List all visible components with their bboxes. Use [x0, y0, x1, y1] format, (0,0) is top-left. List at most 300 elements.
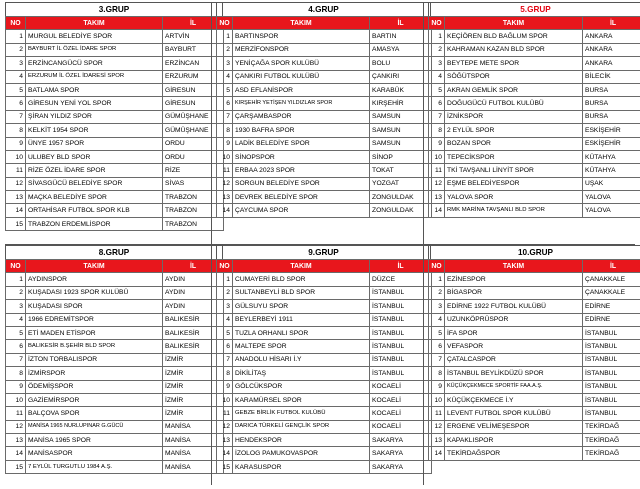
table-row [217, 326, 432, 339]
row-number: 1 [429, 273, 445, 286]
group-table [216, 16, 432, 218]
divider [211, 2, 212, 245]
table-row [217, 164, 432, 177]
city-name: İSTANBUL [583, 407, 640, 420]
table-row [6, 460, 224, 473]
row-number: 7 [6, 353, 26, 366]
row-number: 2 [429, 286, 445, 299]
group-table [428, 259, 640, 461]
row-number: 7 [217, 110, 233, 123]
team-name: İZMİRSPOR [26, 367, 163, 380]
table-row [6, 191, 224, 204]
header-row [6, 17, 224, 30]
row-number: 1 [6, 273, 26, 286]
team-name: ÜNYE 1957 SPOR [26, 137, 163, 150]
group-table [5, 16, 224, 231]
header-city: İL [583, 17, 640, 30]
city-name: AMASYA [370, 43, 432, 56]
header-no: NO [217, 17, 233, 30]
team-name: MANİSA 1965 SPOR [26, 434, 163, 447]
team-name: BEYTEPE METE SPOR [445, 57, 583, 70]
city-name: ZONGULDAK [370, 191, 432, 204]
team-name: TRABZON ERDEMLİSPOR [26, 217, 163, 230]
row-number: 5 [429, 326, 445, 339]
team-name: BOZAN SPOR [445, 137, 583, 150]
table-row [217, 420, 432, 433]
row-number: 6 [217, 97, 233, 110]
table-row [217, 204, 432, 217]
city-name: GİRESUN [163, 97, 224, 110]
team-name: BİGASPOR [445, 286, 583, 299]
city-name: İSTANBUL [370, 340, 432, 353]
city-name: SAKARYA [370, 460, 432, 473]
city-name: İSTANBUL [370, 286, 432, 299]
city-name: YALOVA [583, 191, 640, 204]
city-name: SİVAS [163, 177, 224, 190]
row-number: 9 [429, 380, 445, 393]
team-name: İZNİKSPOR [445, 110, 583, 123]
city-name: ESKİŞEHİR [583, 124, 640, 137]
table-row [6, 30, 224, 43]
team-name: ÇAYCUMA SPOR [233, 204, 370, 217]
table-row [217, 340, 432, 353]
table-row [217, 286, 432, 299]
table-row [217, 273, 432, 286]
city-name: KOCAELİ [370, 380, 432, 393]
row-number: 14 [429, 447, 445, 460]
city-name: KÜTAHYA [583, 150, 640, 163]
table-row [429, 191, 640, 204]
divider [211, 245, 212, 485]
row-number: 12 [429, 420, 445, 433]
city-name: SAMSUN [370, 137, 432, 150]
city-name: AYDIN [163, 286, 224, 299]
table-row [429, 380, 640, 393]
team-name: ANADOLU HİSARI İ.Y [233, 353, 370, 366]
team-name: KELKİT 1954 SPOR [26, 124, 163, 137]
team-name: KARAMÜRSEL SPOR [233, 393, 370, 406]
team-name: KARASUSPOR [233, 460, 370, 473]
team-name: ŞİRAN YILDIZ SPOR [26, 110, 163, 123]
table-row [217, 70, 432, 83]
table-row [6, 110, 224, 123]
city-name: BİLECİK [583, 70, 640, 83]
row-number: 14 [6, 447, 26, 460]
row-number: 2 [217, 43, 233, 56]
row-number: 4 [217, 70, 233, 83]
team-name: GAZİEMİRSPOR [26, 393, 163, 406]
row-number: 10 [6, 393, 26, 406]
team-name: BALIKESİR B.ŞEHİR BLD SPOR [26, 340, 163, 353]
city-name: EDİRNE [583, 300, 640, 313]
city-name: ÇANAKKALE [583, 286, 640, 299]
city-name: TRABZON [163, 204, 224, 217]
city-name: İSTANBUL [370, 300, 432, 313]
city-name: TOKAT [370, 164, 432, 177]
city-name: ORDU [163, 137, 224, 150]
row-number: 9 [217, 380, 233, 393]
table-row [6, 326, 224, 339]
row-number: 8 [429, 367, 445, 380]
header-no: NO [217, 260, 233, 273]
table-row [217, 313, 432, 326]
table-row [217, 300, 432, 313]
header-row [217, 17, 432, 30]
table-row [6, 300, 224, 313]
team-name: SİNOPSPOR [233, 150, 370, 163]
team-name: KIRŞEHİR YETİŞEN YILDIZLAR SPOR [233, 97, 370, 110]
table-row [6, 177, 224, 190]
group-table [5, 259, 224, 474]
city-name: SAMSUN [370, 124, 432, 137]
table-row [6, 393, 224, 406]
city-name: BURSA [583, 83, 640, 96]
table-row [217, 30, 432, 43]
row-number: 14 [217, 204, 233, 217]
row-number: 9 [6, 380, 26, 393]
row-number: 14 [6, 204, 26, 217]
team-name: BAYBURT İL ÖZEL İDARE SPOR [26, 43, 163, 56]
row-number: 6 [6, 340, 26, 353]
team-name: GÖLCÜKSPOR [233, 380, 370, 393]
city-name: KOCAELİ [370, 407, 432, 420]
row-number: 5 [6, 326, 26, 339]
city-name: SAKARYA [370, 447, 432, 460]
city-name: İSTANBUL [370, 367, 432, 380]
table-row [429, 97, 640, 110]
table-row [6, 97, 224, 110]
team-name: HENDEKSPOR [233, 434, 370, 447]
city-name: GÜMÜŞHANE [163, 110, 224, 123]
table-row [217, 191, 432, 204]
row-number: 2 [6, 43, 26, 56]
row-number: 1 [217, 30, 233, 43]
city-name: AYDIN [163, 300, 224, 313]
row-number: 12 [217, 420, 233, 433]
group-title: 4.GRUP [216, 2, 431, 16]
table-row [429, 150, 640, 163]
table-row [217, 43, 432, 56]
table-row [429, 43, 640, 56]
city-name: İZMİR [163, 380, 224, 393]
city-name: ORDU [163, 150, 224, 163]
row-number: 11 [217, 407, 233, 420]
team-name: AYDINSPOR [26, 273, 163, 286]
team-name: GİRESUN YENİ YOL SPOR [26, 97, 163, 110]
team-name: SORGUN BELEDİYE SPOR [233, 177, 370, 190]
city-name: ESKİŞEHİR [583, 137, 640, 150]
city-name: SİNOP [370, 150, 432, 163]
header-row [217, 260, 432, 273]
group-title: 10.GRUP [428, 245, 640, 259]
city-name: KARABÜK [370, 83, 432, 96]
team-name: GEBZE BİRLİK FUTBOL KULÜBÜ [233, 407, 370, 420]
table-row [217, 353, 432, 366]
row-number: 11 [6, 164, 26, 177]
row-number: 1 [429, 30, 445, 43]
city-name: İZMİR [163, 407, 224, 420]
team-name: KUŞADASI SPOR [26, 300, 163, 313]
group-title: 9.GRUP [216, 245, 431, 259]
team-name: KAHRAMAN KAZAN BLD SPOR [445, 43, 583, 56]
table-row [429, 434, 640, 447]
header-no: NO [429, 17, 445, 30]
team-name: KAPAKLISPOR [445, 434, 583, 447]
team-name: LADİK BELEDİYE SPOR [233, 137, 370, 150]
header-team: TAKIM [26, 17, 163, 30]
city-name: ÇANKIRI [370, 70, 432, 83]
row-number: 8 [6, 367, 26, 380]
table-row [6, 83, 224, 96]
divider [5, 244, 635, 245]
divider [423, 2, 424, 245]
row-number: 3 [429, 300, 445, 313]
team-name: İZTON TORBALISPOR [26, 353, 163, 366]
table-row [217, 150, 432, 163]
city-name: İZMİR [163, 393, 224, 406]
row-number: 7 [429, 110, 445, 123]
team-name: VEFASPOR [445, 340, 583, 353]
team-name: ETİ MADEN ETİSPOR [26, 326, 163, 339]
city-name: MANİSA [163, 460, 224, 473]
team-name: MANİSASPOR [26, 447, 163, 460]
city-name: İSTANBUL [583, 340, 640, 353]
table-row [217, 124, 432, 137]
row-number: 7 [217, 353, 233, 366]
city-name: UŞAK [583, 177, 640, 190]
row-number: 2 [429, 43, 445, 56]
table-row [6, 434, 224, 447]
row-number: 15 [6, 460, 26, 473]
table-row [6, 57, 224, 70]
table-row [429, 326, 640, 339]
city-name: KIRŞEHİR [370, 97, 432, 110]
team-name: GÜLSUYU SPOR [233, 300, 370, 313]
team-name: MURGUL BELEDİYE SPOR [26, 30, 163, 43]
row-number: 13 [6, 434, 26, 447]
city-name: SAMSUN [370, 110, 432, 123]
table-row [429, 70, 640, 83]
row-number: 5 [217, 326, 233, 339]
group-title: 3.GRUP [5, 2, 223, 16]
row-number: 4 [6, 70, 26, 83]
city-name: ÇANAKKALE [583, 273, 640, 286]
row-number: 15 [217, 460, 233, 473]
city-name: TEKİRDAĞ [583, 447, 640, 460]
group-table [216, 259, 432, 474]
city-name: BURSA [583, 110, 640, 123]
header-city: İL [583, 260, 640, 273]
city-name: BALIKESİR [163, 313, 224, 326]
city-name: TEKİRDAĞ [583, 420, 640, 433]
row-number: 12 [6, 420, 26, 433]
header-team: TAKIM [26, 260, 163, 273]
row-number: 5 [217, 83, 233, 96]
table-row [6, 340, 224, 353]
table-row [217, 97, 432, 110]
team-name: İFA SPOR [445, 326, 583, 339]
table-row [429, 407, 640, 420]
row-number: 7 [6, 110, 26, 123]
table-row [429, 110, 640, 123]
team-name: ÇANKIRI FUTBOL KULÜBÜ [233, 70, 370, 83]
city-name: KOCAELİ [370, 393, 432, 406]
row-number: 6 [6, 97, 26, 110]
city-name: İSTANBUL [583, 353, 640, 366]
table-row [6, 407, 224, 420]
city-name: TRABZON [163, 191, 224, 204]
team-name: YALOVA SPOR [445, 191, 583, 204]
city-name: İSTANBUL [370, 353, 432, 366]
row-number: 4 [6, 313, 26, 326]
team-name: ERZİNCANGÜCÜ SPOR [26, 57, 163, 70]
team-name: İZOLOG PAMUKOVASPOR [233, 447, 370, 460]
city-name: MANİSA [163, 447, 224, 460]
team-name: SÖĞÜTSPOR [445, 70, 583, 83]
city-name: TEKİRDAĞ [583, 434, 640, 447]
team-name: EZİNESPOR [445, 273, 583, 286]
city-name: BALIKESİR [163, 340, 224, 353]
table-row [429, 300, 640, 313]
team-name: AKRAN GEMLİK SPOR [445, 83, 583, 96]
row-number: 10 [429, 393, 445, 406]
team-name: ÇATALCASPOR [445, 353, 583, 366]
table-row [429, 420, 640, 433]
table-row [429, 204, 640, 217]
team-name: MAÇKA BELEDİYE SPOR [26, 191, 163, 204]
table-row [429, 57, 640, 70]
team-name: TUZLA ORHANLI SPOR [233, 326, 370, 339]
team-name: ERBAA 2023 SPOR [233, 164, 370, 177]
team-name: RMK MARİNA TAVŞANLI BLD SPOR [445, 204, 583, 217]
team-name: SİVASGÜCÜ BELEDİYE SPOR [26, 177, 163, 190]
table-row [429, 164, 640, 177]
city-name: ANKARA [583, 57, 640, 70]
city-name: MANİSA [163, 420, 224, 433]
table-row [6, 204, 224, 217]
team-name: BALÇOVA SPOR [26, 407, 163, 420]
header-no: NO [429, 260, 445, 273]
row-number: 3 [429, 57, 445, 70]
row-number: 14 [217, 447, 233, 460]
row-number: 6 [217, 340, 233, 353]
team-name: MERZİFONSPOR [233, 43, 370, 56]
row-number: 1 [217, 273, 233, 286]
city-name: KOCAELİ [370, 420, 432, 433]
table-row [429, 177, 640, 190]
team-name: UZUNKÖPRÜSPOR [445, 313, 583, 326]
city-name: ERZURUM [163, 70, 224, 83]
row-number: 14 [429, 204, 445, 217]
team-name: DARICA TÜRKELİ GENÇLİK SPOR [233, 420, 370, 433]
city-name: ANKARA [583, 43, 640, 56]
header-team: TAKIM [233, 260, 370, 273]
city-name: SAKARYA [370, 434, 432, 447]
row-number: 12 [429, 177, 445, 190]
city-name: İSTANBUL [370, 326, 432, 339]
table-row [217, 110, 432, 123]
row-number: 10 [217, 393, 233, 406]
team-name: ASD EFLANİSPOR [233, 83, 370, 96]
team-name: YENİÇAĞA SPOR KULÜBÜ [233, 57, 370, 70]
city-name: AYDIN [163, 273, 224, 286]
table-row [217, 460, 432, 473]
header-row [429, 260, 640, 273]
table-row [6, 43, 224, 56]
row-number: 8 [429, 124, 445, 137]
city-name: ANKARA [583, 30, 640, 43]
team-name: EDİRNE 1922 FUTBOL KULÜBÜ [445, 300, 583, 313]
city-name: BOLU [370, 57, 432, 70]
team-name: 7 EYLÜL TURGUTLU 1984 A.Ş. [26, 460, 163, 473]
table-row [6, 420, 224, 433]
row-number: 2 [6, 286, 26, 299]
team-name: TEPECİKSPOR [445, 150, 583, 163]
city-name: YOZGAT [370, 177, 432, 190]
header-team: TAKIM [445, 260, 583, 273]
table-row [429, 367, 640, 380]
city-name: ARTVİN [163, 30, 224, 43]
team-name: KUŞADASI 1923 SPOR KULÜBÜ [26, 286, 163, 299]
header-no: NO [6, 17, 26, 30]
team-name: EŞME BELEDİYESPOR [445, 177, 583, 190]
header-city: İL [370, 17, 432, 30]
team-name: ORTAHİSAR FUTBOL SPOR KLB [26, 204, 163, 217]
table-row [6, 164, 224, 177]
table-row [217, 447, 432, 460]
table-row [6, 150, 224, 163]
city-name: ZONGULDAK [370, 204, 432, 217]
row-number: 3 [6, 300, 26, 313]
table-row [6, 273, 224, 286]
city-name: TRABZON [163, 217, 224, 230]
row-number: 4 [217, 313, 233, 326]
table-row [6, 70, 224, 83]
header-city: İL [370, 260, 432, 273]
city-name: DÜZCE [370, 273, 432, 286]
table-row [6, 367, 224, 380]
row-number: 8 [217, 124, 233, 137]
city-name: İSTANBUL [583, 326, 640, 339]
team-name: DİKİLİTAŞ [233, 367, 370, 380]
team-name: ERZURUM İL ÖZEL İDARESİ SPOR [26, 70, 163, 83]
team-name: RİZE ÖZEL İDARE SPOR [26, 164, 163, 177]
header-team: TAKIM [445, 17, 583, 30]
city-name: BURSA [583, 97, 640, 110]
team-name: 1930 BAFRA SPOR [233, 124, 370, 137]
row-number: 11 [429, 164, 445, 177]
row-number: 9 [217, 137, 233, 150]
table-row [429, 273, 640, 286]
row-number: 5 [429, 83, 445, 96]
row-number: 11 [6, 407, 26, 420]
row-number: 9 [6, 137, 26, 150]
table-row [429, 353, 640, 366]
divider [423, 245, 424, 485]
table-row [6, 353, 224, 366]
table-row [217, 393, 432, 406]
header-no: NO [6, 260, 26, 273]
header-row [429, 17, 640, 30]
table-row [429, 137, 640, 150]
city-name: BARTIN [370, 30, 432, 43]
team-name: ERGENE VELİMEŞESPOR [445, 420, 583, 433]
city-name: BALIKESİR [163, 326, 224, 339]
table-row [6, 217, 224, 230]
row-number: 11 [217, 164, 233, 177]
row-number: 11 [429, 407, 445, 420]
team-name: BEYLERBEYİ 1911 [233, 313, 370, 326]
